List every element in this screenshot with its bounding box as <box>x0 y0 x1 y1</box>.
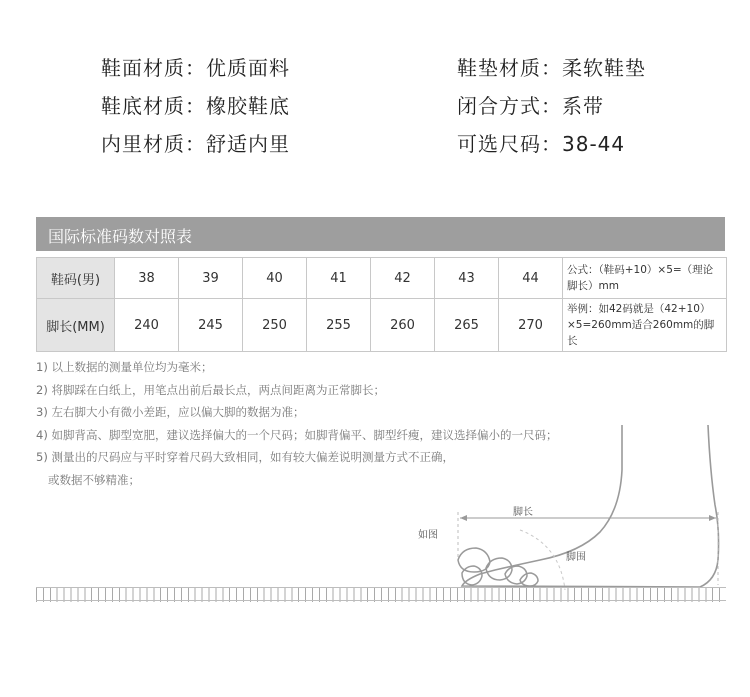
table-cell: 250 <box>243 299 307 352</box>
spec-value: 舒适内里 <box>206 132 290 156</box>
arrow-left-icon <box>460 515 467 521</box>
row-label: 脚长(MM) <box>37 299 115 352</box>
toes-icon <box>458 548 538 586</box>
size-chart-table <box>36 257 727 352</box>
spec-list <box>0 0 750 180</box>
formula-note: 公式：（鞋码+10）×5=（理论脚长）mm <box>563 258 727 299</box>
spec-value: 柔软鞋垫 <box>562 56 646 80</box>
row-label: 鞋码(男) <box>37 258 115 299</box>
measurement-notes <box>36 356 636 491</box>
spec-key: 鞋底材质： <box>101 94 206 118</box>
foot-length-label: 脚长 <box>513 507 533 518</box>
note-line: 1) 以上数据的测量单位均为毫米； <box>36 360 213 374</box>
table-cell: 245 <box>179 299 243 352</box>
spec-value: 优质面料 <box>206 56 290 80</box>
table-cell: 38 <box>115 258 179 299</box>
note-line: 3) 左右脚大小有微小差距，应以偏大脚的数据为准； <box>36 405 305 419</box>
ruler-base <box>36 600 726 601</box>
table-cell: 42 <box>371 258 435 299</box>
spec-upper-material <box>101 52 290 81</box>
table-cell: 270 <box>499 299 563 352</box>
spec-size-range <box>457 128 625 157</box>
size-chart-header <box>36 217 725 251</box>
table-cell: 260 <box>371 299 435 352</box>
table-row <box>37 299 727 352</box>
spec-value: 38-44 <box>562 132 626 156</box>
table-cell: 43 <box>435 258 499 299</box>
spec-value: 橡胶鞋底 <box>206 94 290 118</box>
spec-value: 系带 <box>562 94 604 118</box>
foot-girth-label: 脚围 <box>566 552 586 563</box>
spec-key: 鞋垫材质： <box>457 56 562 80</box>
spec-key: 内里材质： <box>101 132 206 156</box>
spec-sole-material <box>101 90 290 119</box>
spec-closure <box>457 90 604 119</box>
arrow-right-icon <box>709 515 716 521</box>
note-line: 5) 测量出的尺码应与平时穿着尺码大致相同，如有较大偏差说明测量方式不正确， <box>36 450 454 464</box>
table-cell: 41 <box>307 258 371 299</box>
table-cell: 40 <box>243 258 307 299</box>
note-line: 或数据不够精准； <box>48 472 140 487</box>
spec-key: 可选尺码： <box>457 132 562 156</box>
note-line: 4) 如脚背高、脚型宽肥，建议选择偏大的一个尺码；如脚背偏平、脚型纤瘦，建议选择偏小的一尺码； <box>36 427 558 442</box>
note-line: 2) 将脚踩在白纸上，用笔点出前后最长点，两点间距离为正常脚长； <box>36 382 385 397</box>
table-row <box>37 258 727 299</box>
table-cell: 39 <box>179 258 243 299</box>
as-shown-label: 如图 <box>418 530 438 541</box>
spec-insole-material <box>457 52 646 81</box>
table-cell: 255 <box>307 299 371 352</box>
example-note: 举例：如42码就是（42+10）×5=260mm适合260mm的脚长 <box>563 299 727 352</box>
spec-key: 鞋面材质： <box>101 56 206 80</box>
table-cell: 265 <box>435 299 499 352</box>
girth-curve <box>520 530 565 590</box>
spec-key: 闭合方式： <box>457 94 562 118</box>
size-chart-title: 国际标准码数对照表 <box>48 227 193 246</box>
table-cell: 240 <box>115 299 179 352</box>
table-cell: 44 <box>499 258 563 299</box>
spec-lining-material <box>101 128 290 157</box>
